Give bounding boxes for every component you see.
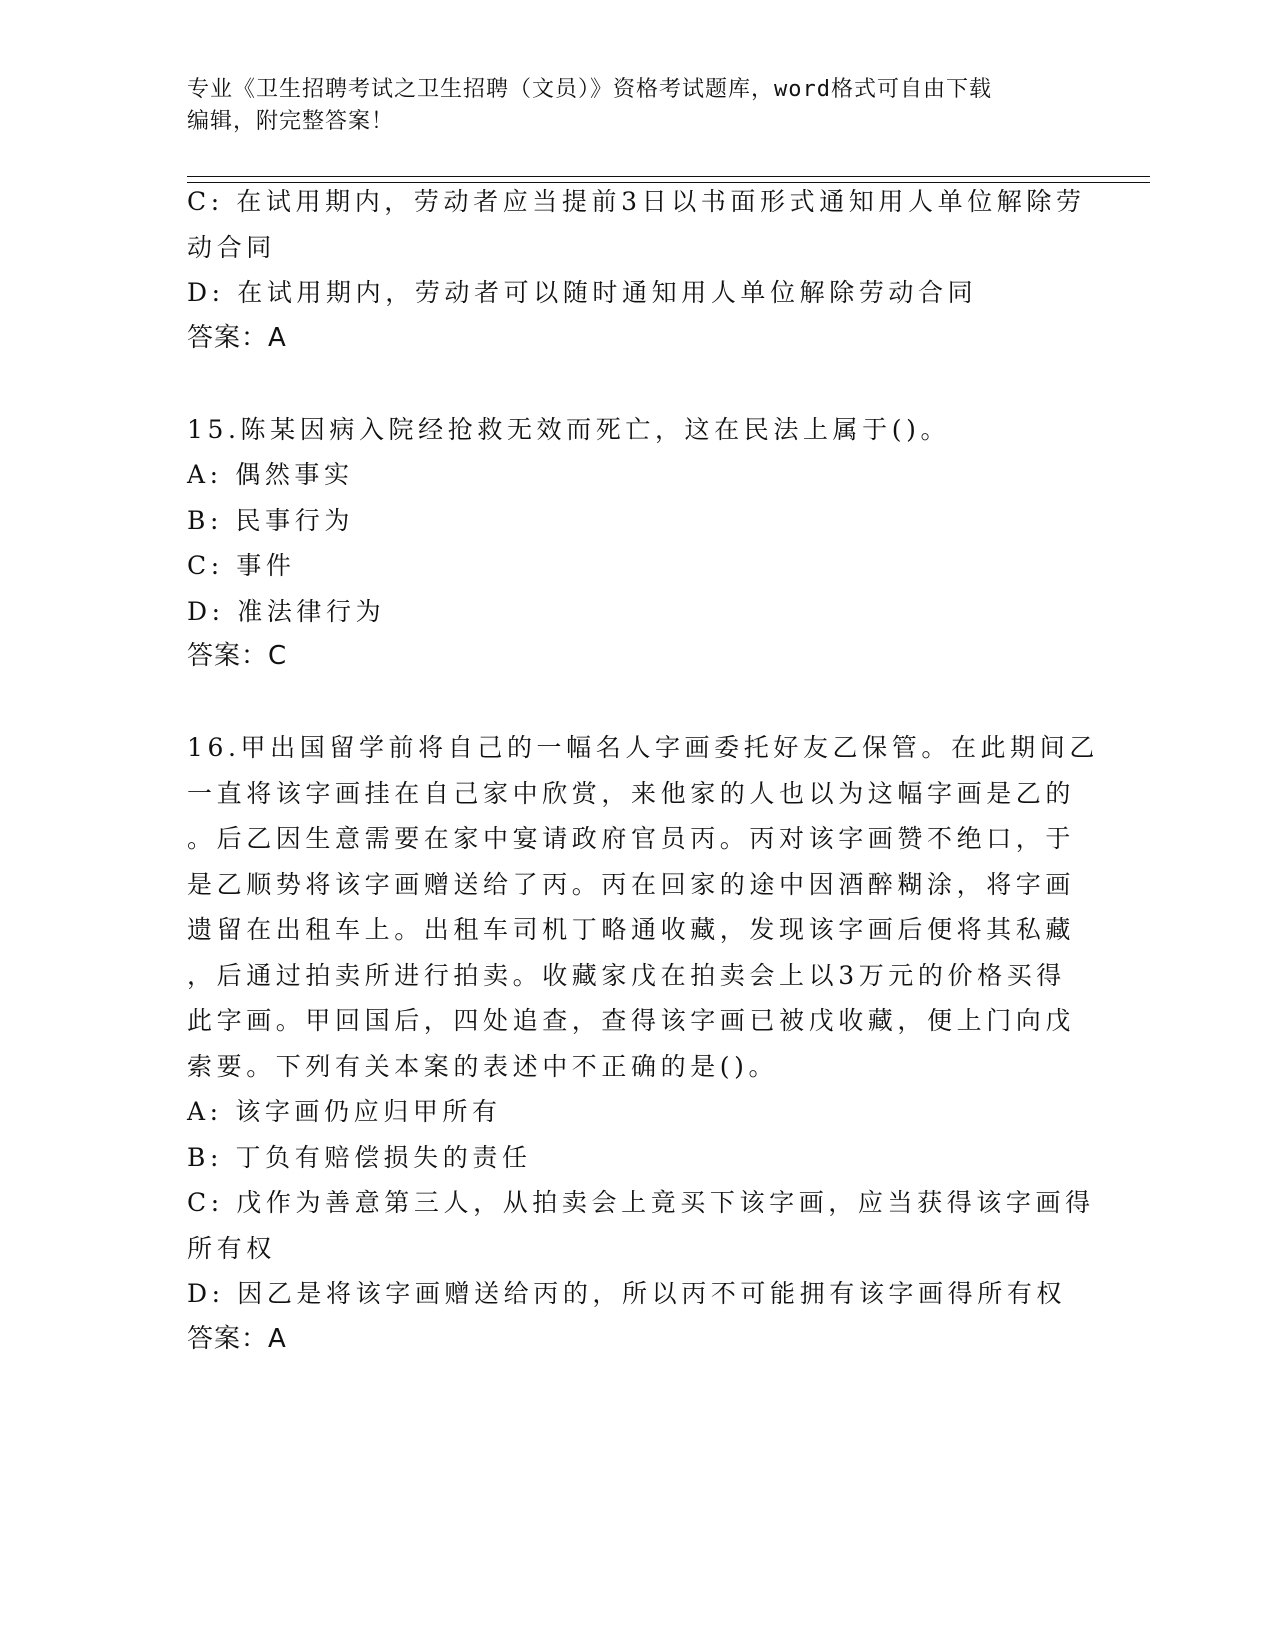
q16-question-line-6: ，后通过拍卖所进行拍卖。收藏家戊在拍卖会上以3万元的价格买得 xyxy=(187,960,1066,990)
q16-question-line-5: 遗留在出租车上。出租车司机丁略通收藏，发现该字画后便将其私藏 xyxy=(187,915,1076,944)
q16-option-a: A: 该字画仍应归甲所有 xyxy=(187,1097,502,1126)
document-body xyxy=(187,179,1099,1362)
q16-option-b: B: 丁负有赔偿损失的责任 xyxy=(187,1142,532,1172)
q16-question-line-1: 16.甲出国留学前将自己的一幅名人字画委托好友乙保管。在此期间乙 xyxy=(187,733,1099,762)
q16-question-line-8: 索要。下列有关本案的表述中不正确的是()。 xyxy=(187,1051,779,1081)
q14-answer: 答案：A xyxy=(187,322,287,353)
q16-option-c-line-1: C: 戊作为善意第三人，从拍卖会上竟买下该字画，应当获得该字画得 xyxy=(187,1188,1095,1217)
q15-option-d: D: 准法律行为 xyxy=(187,596,386,626)
q14-option-d: D: 在试用期内，劳动者可以随时通知用人单位解除劳动合同 xyxy=(187,278,978,307)
q15-answer: 答案：C xyxy=(187,641,288,671)
q16-question-line-4: 是乙顺势将该字画赠送给了丙。丙在回家的途中因酒醉糊涂，将字画 xyxy=(187,869,1076,899)
header-line-2: 编辑，附完整答案！ xyxy=(187,109,395,134)
q15-question: 15.陈某因病入院经抢救无效而死亡，这在民法上属于()。 xyxy=(187,414,951,444)
q16-option-d: D: 因乙是将该字画赠送给丙的，所以丙不可能拥有该字画得所有权 xyxy=(187,1279,1067,1308)
spacer xyxy=(187,680,1087,726)
q16-answer: 答案：A xyxy=(187,1323,287,1354)
q16-question-line-3: 。后乙因生意需要在家中宴请政府官员丙。丙对该字画赞不绝口，于 xyxy=(187,824,1076,853)
q15-option-a: A: 偶然事实 xyxy=(187,460,354,489)
q16-question-line-2: 一直将该字画挂在自己家中欣赏，来他家的人也以为这幅字画是乙的 xyxy=(187,778,1076,808)
q15-option-b: B: 民事行为 xyxy=(187,505,354,535)
header-rule-top xyxy=(187,176,1150,177)
q14-option-c-line-1: C: 在试用期内，劳动者应当提前3日以书面形式通知用人单位解除劳 xyxy=(187,187,1086,216)
q16-option-c-line-2: 所有权 xyxy=(187,1233,276,1263)
q14-option-c-line-2: 动合同 xyxy=(187,232,276,262)
q16-question-line-7: 此字画。甲回国后，四处追查，查得该字画已被戊收藏，便上门向戊 xyxy=(187,1006,1076,1035)
q15-option-c: C: 事件 xyxy=(187,551,296,580)
spacer xyxy=(187,361,1087,407)
document-header xyxy=(187,74,1067,138)
header-line-1: 专业《卫生招聘考试之卫生招聘（文员）》资格考试题库，word格式可自由下载 xyxy=(187,77,992,102)
